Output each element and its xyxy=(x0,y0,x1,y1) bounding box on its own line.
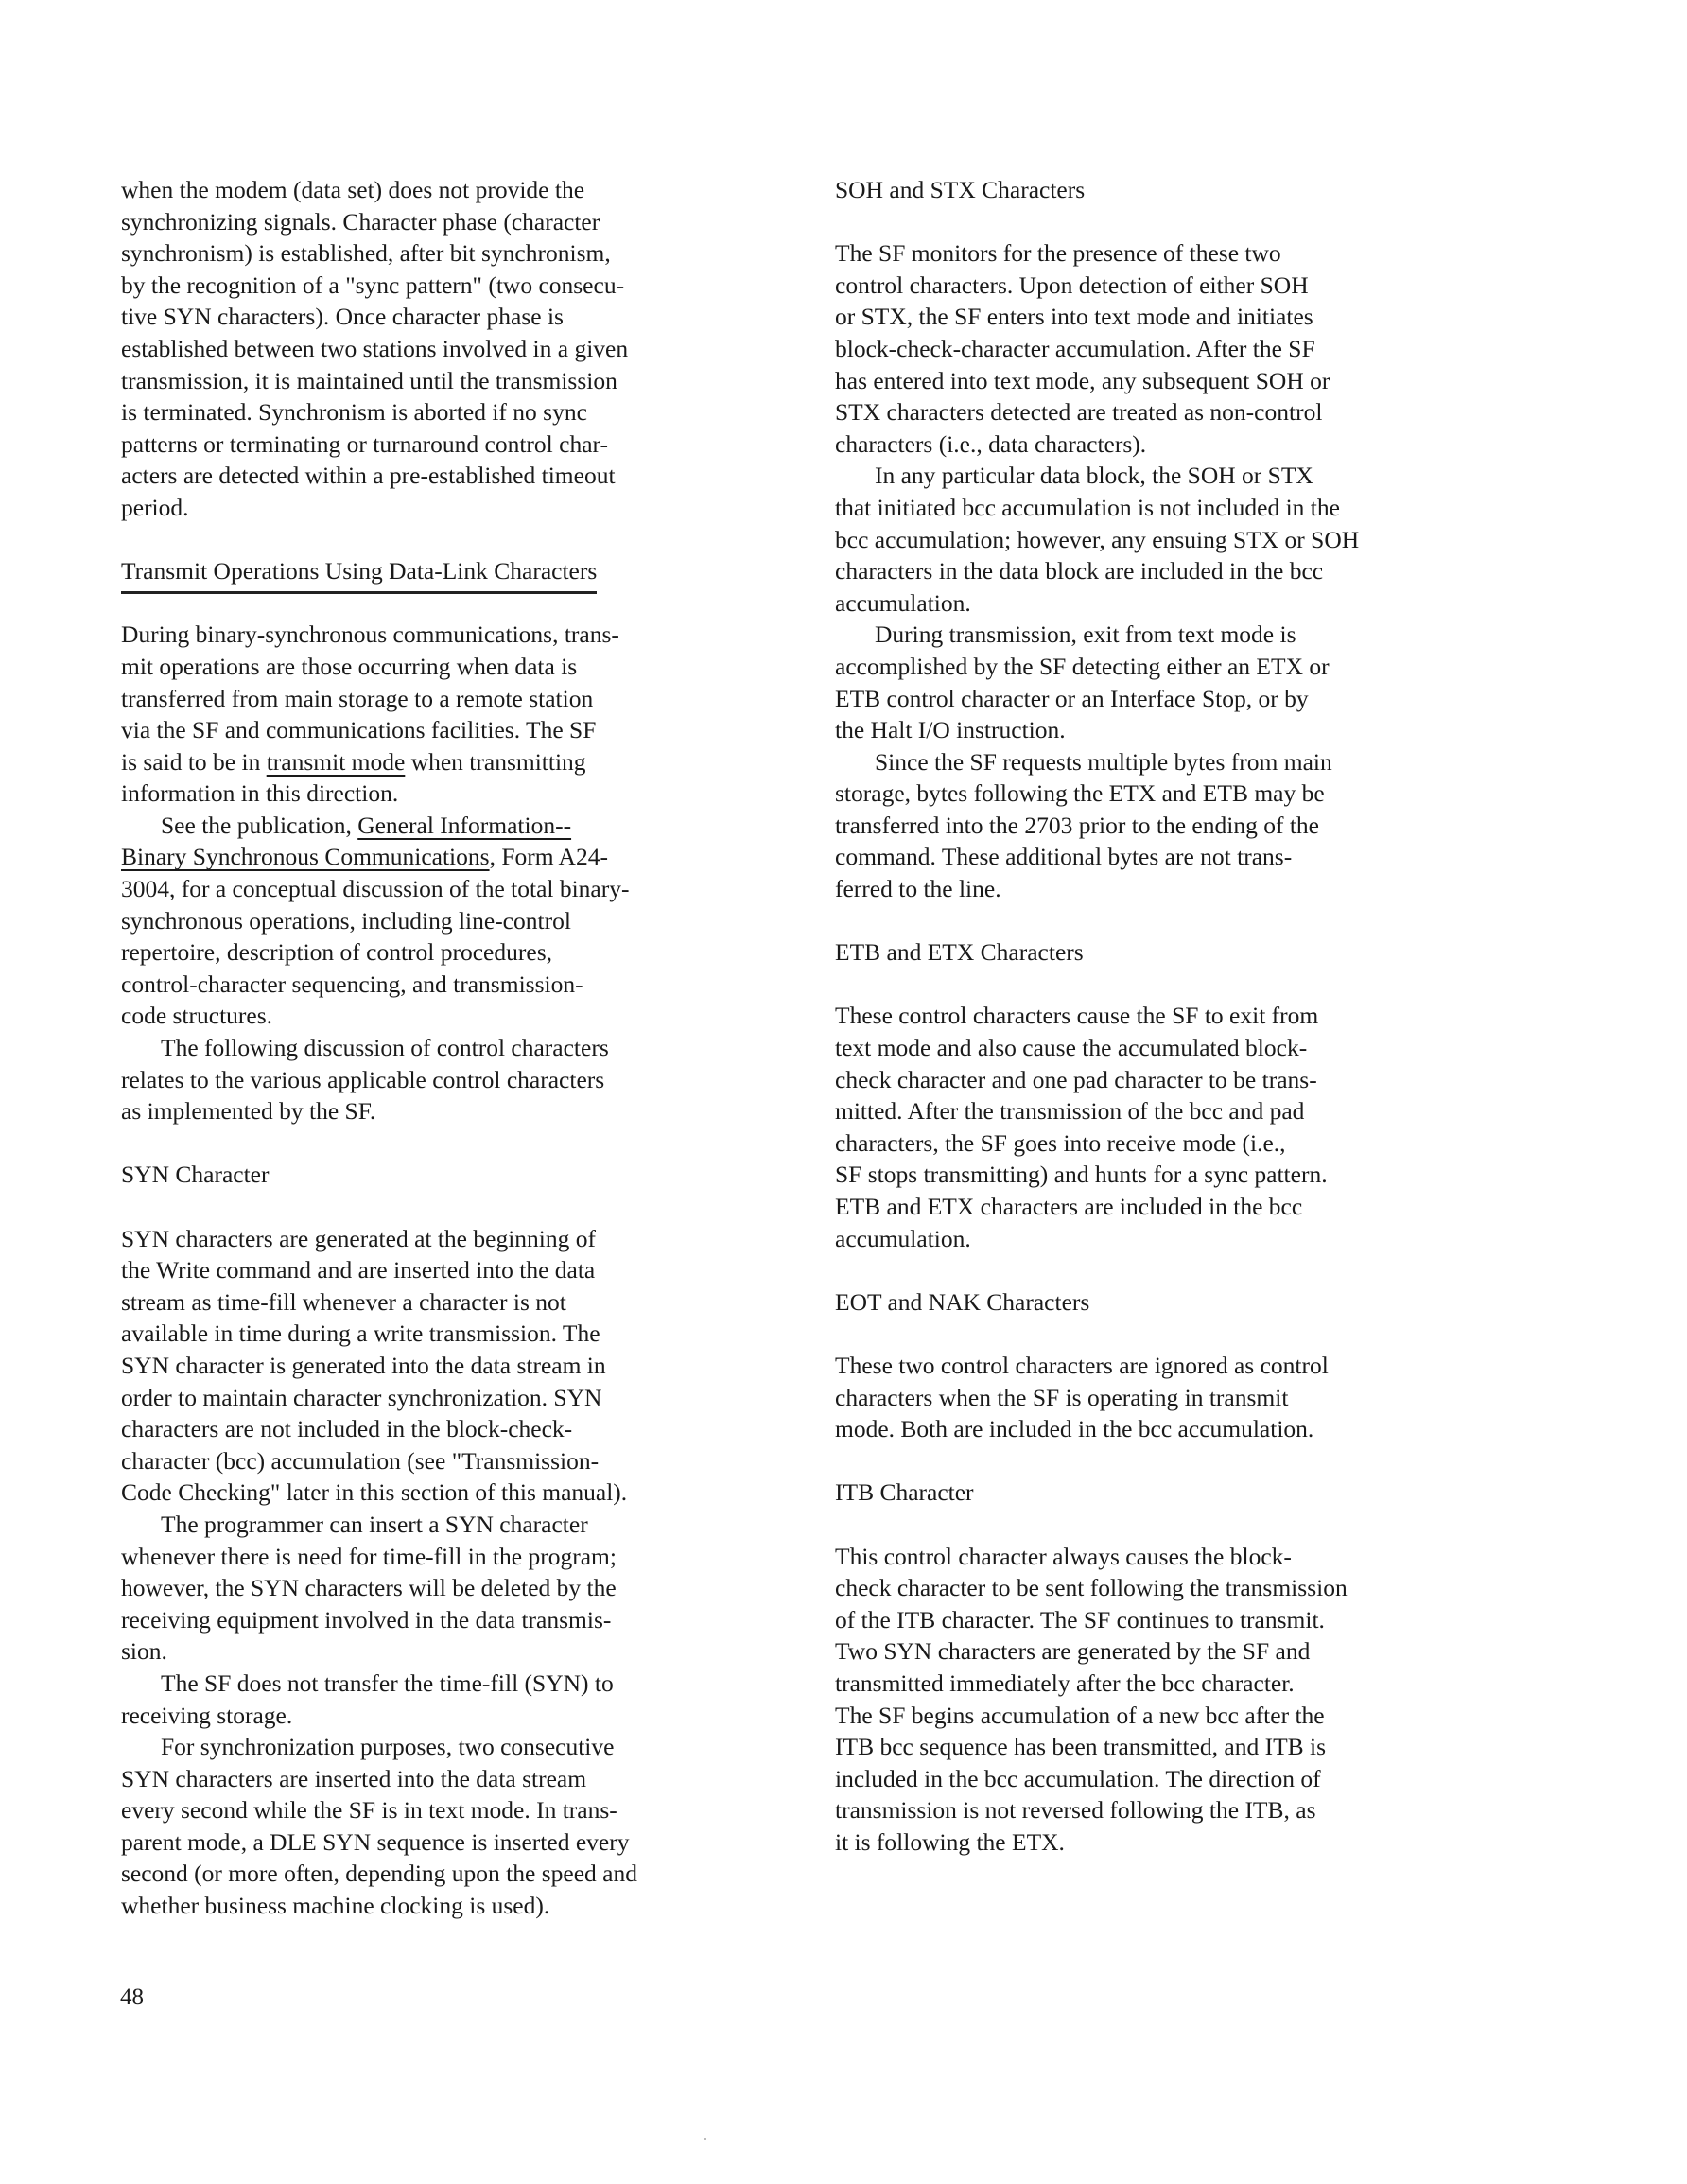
text-line: characters in the data block are included in the bcc xyxy=(835,557,1324,585)
section-heading-text: Transmit Operations Using Data-Link Characters xyxy=(121,555,597,594)
text-line: SYN characters are inserted into the data stream xyxy=(121,1764,587,1792)
text-line: parent mode, a DLE SYN sequence is inserted every xyxy=(121,1827,630,1856)
term-transmit-mode: transmit mode xyxy=(266,747,406,776)
text-line: available in time during a write transmission. The xyxy=(121,1319,600,1348)
transmit-paragraph xyxy=(121,619,783,810)
text-line: that initiated bcc accumulation is not included in the xyxy=(835,493,1340,521)
text-line: Two SYN characters are generated by the SF and xyxy=(835,1637,1311,1666)
left-column xyxy=(121,174,783,1922)
text-line: block-check-character accumulation. After the SF xyxy=(835,334,1315,362)
text-line: The SF begins accumulation of a new bcc after the xyxy=(835,1701,1325,1729)
text-line: however, the SYN characters will be deleted by the xyxy=(121,1574,617,1602)
text-line: For synchronization purposes, two consecutive xyxy=(161,1733,615,1761)
text-line: control characters. Upon detection of either SOH xyxy=(835,271,1309,299)
syn-paragraph-2 xyxy=(121,1509,783,1668)
text-line: In any particular data block, the SOH or STX xyxy=(875,462,1313,490)
text-line: receiving equipment involved in the data transmis- xyxy=(121,1605,612,1634)
text-line: During transmission, exit from text mode is xyxy=(875,620,1296,649)
text-line: established between two stations involved in a given xyxy=(121,334,629,362)
text-span: , Form A24- xyxy=(489,843,608,871)
text-line: by the recognition of a "sync pattern" (two consecu- xyxy=(121,271,625,299)
text-line: SF stops transmitting) and hunts for a sync pattern. xyxy=(835,1161,1328,1189)
text-line: check character to be sent following the transmission xyxy=(835,1574,1348,1602)
eot-paragraph xyxy=(835,1350,1516,1445)
soh-paragraph-4 xyxy=(835,746,1516,905)
text-line: the Halt I/O instruction. xyxy=(835,716,1066,744)
text-line: 3004, for a conceptual discussion of the total binary- xyxy=(121,875,630,903)
text-line: characters when the SF is operating in transmit xyxy=(835,1383,1289,1411)
text-line: code structures. xyxy=(121,1002,273,1030)
text-line: mit operations are those occurring when data is xyxy=(121,652,578,680)
text-line: ferred to the line. xyxy=(835,875,1001,903)
text-line: every second while the SF is in text mode. In trans- xyxy=(121,1796,617,1825)
text-line: characters, the SF goes into receive mode (i.e., xyxy=(835,1128,1286,1157)
text-line: mitted. After the transmission of the bcc and pad xyxy=(835,1097,1305,1126)
text-line: transferred into the 2703 prior to the ending of the xyxy=(835,811,1319,839)
text-line: whether business machine clocking is used). xyxy=(121,1892,550,1920)
publication-title: General Information-- xyxy=(357,811,572,839)
text-line: mode. Both are included in the bcc accumulation. xyxy=(835,1415,1314,1443)
subheading-eot-nak: EOT and NAK Characters xyxy=(835,1287,1090,1316)
text-line: or STX, the SF enters into text mode and initiates xyxy=(835,303,1313,331)
text-line: transmitted immediately after the bcc character. xyxy=(835,1669,1295,1697)
following-paragraph xyxy=(121,1032,783,1127)
text-line: The SF does not transfer the time-fill (SYN) to xyxy=(161,1669,614,1697)
text-line: check character and one pad character to be trans- xyxy=(835,1065,1317,1093)
text-span: when transmitting xyxy=(405,747,586,776)
text-line: command. These additional bytes are not trans- xyxy=(835,843,1293,871)
text-line: character (bcc) accumulation (see "Transmission- xyxy=(121,1446,600,1475)
itb-paragraph xyxy=(835,1541,1516,1859)
text-line: included in the bcc accumulation. The direction of xyxy=(835,1764,1321,1792)
text-line: ETB and ETX characters are included in the bcc xyxy=(835,1193,1303,1220)
text-line: whenever there is need for time-fill in the program; xyxy=(121,1542,617,1570)
text-line: as implemented by the SF. xyxy=(121,1097,376,1126)
text-line: relates to the various applicable control characters xyxy=(121,1065,605,1093)
syn-paragraph-4 xyxy=(121,1731,783,1922)
text-line: synchronous operations, including line-control xyxy=(121,906,571,935)
intro-paragraph xyxy=(121,174,783,524)
text-line: Since the SF requests multiple bytes from main xyxy=(875,747,1332,776)
text-line: receiving storage. xyxy=(121,1701,293,1729)
text-line xyxy=(121,810,783,842)
subheading-etb-etx: ETB and ETX Characters xyxy=(835,938,1084,967)
text-line: is terminated. Synchronism is aborted if no sync xyxy=(121,398,587,427)
text-span: See the publication, xyxy=(161,811,358,839)
text-line: via the SF and communications facilities. The SF xyxy=(121,716,597,744)
text-line: accumulation. xyxy=(835,588,971,617)
text-line: The SF monitors for the presence of these two xyxy=(835,239,1281,268)
text-line: accomplished by the SF detecting either an ETX or xyxy=(835,652,1330,680)
text-line: it is following the ETX. xyxy=(835,1827,1065,1856)
text-line: These control characters cause the SF to exit from xyxy=(835,1002,1319,1030)
text-line xyxy=(121,746,783,778)
text-line: STX characters detected are treated as non-control xyxy=(835,398,1323,427)
text-line: characters are not included in the block-check- xyxy=(121,1415,573,1443)
text-line: order to maintain character synchronization. SYN xyxy=(121,1383,602,1411)
text-line xyxy=(121,841,783,873)
text-line: The following discussion of control characters xyxy=(161,1034,609,1062)
right-column xyxy=(835,174,1516,1858)
text-line: second (or more often, depending upon the speed and xyxy=(121,1860,637,1888)
text-line: synchronizing signals. Character phase (character xyxy=(121,207,600,236)
text-line: has entered into text mode, any subsequent SOH or xyxy=(835,366,1330,394)
text-line: These two control characters are ignored as control xyxy=(835,1351,1329,1379)
page-number: 48 xyxy=(120,1984,144,2010)
text-line: This control character always causes the block- xyxy=(835,1542,1292,1570)
subheading-syn-character: SYN Character xyxy=(121,1161,270,1189)
text-line: transferred from main storage to a remote station xyxy=(121,684,594,712)
text-line: of the ITB character. The SF continues to transmit. xyxy=(835,1605,1325,1634)
text-line: storage, bytes following the ETX and ETB may be xyxy=(835,779,1325,808)
text-line: text mode and also cause the accumulated block- xyxy=(835,1034,1308,1062)
scan-speck xyxy=(704,2138,706,2140)
text-line: stream as time-fill whenever a character is not xyxy=(121,1287,566,1316)
text-line: SYN character is generated into the data stream in xyxy=(121,1351,606,1379)
text-line: The programmer can insert a SYN character xyxy=(161,1510,588,1538)
syn-paragraph-1 xyxy=(121,1223,783,1509)
text-line: During binary-synchronous communications, trans- xyxy=(121,620,619,649)
syn-paragraph-3 xyxy=(121,1668,783,1731)
text-line: synchronism) is established, after bit synchronism, xyxy=(121,239,611,268)
soh-paragraph-3 xyxy=(835,619,1516,745)
text-line: SYN characters are generated at the beginning of xyxy=(121,1224,596,1252)
section-heading-transmit-operations xyxy=(121,555,783,587)
text-span: is said to be in xyxy=(121,747,267,776)
text-line: when the modem (data set) does not provide the xyxy=(121,176,585,203)
subheading-itb-character: ITB Character xyxy=(835,1478,974,1507)
text-line: information in this direction. xyxy=(121,779,399,808)
text-line: sion. xyxy=(121,1637,167,1666)
text-line: Code Checking" later in this section of this manual). xyxy=(121,1478,628,1507)
publication-paragraph xyxy=(121,810,783,1032)
text-line: repertoire, description of control procedures, xyxy=(121,938,552,967)
soh-paragraph-1 xyxy=(835,237,1516,460)
text-line: characters (i.e., data characters). xyxy=(835,429,1147,458)
text-line: tive SYN characters). Once character phase is xyxy=(121,303,564,331)
text-line: transmission, it is maintained until the transmission xyxy=(121,366,617,394)
etb-paragraph xyxy=(835,1000,1516,1254)
soh-paragraph-2 xyxy=(835,460,1516,619)
text-line: period. xyxy=(121,493,189,521)
text-line: ETB control character or an Interface Stop, or by xyxy=(835,684,1309,712)
text-line: control-character sequencing, and transmission- xyxy=(121,970,583,998)
text-line: patterns or terminating or turnaround control char- xyxy=(121,429,608,458)
subheading-soh-stx: SOH and STX Characters xyxy=(835,176,1086,203)
publication-title: Binary Synchronous Communications xyxy=(121,843,490,871)
text-line: bcc accumulation; however, any ensuing STX or SOH xyxy=(835,525,1360,553)
text-line: transmission is not reversed following the ITB, as xyxy=(835,1796,1316,1825)
text-line: the Write command and are inserted into the data xyxy=(121,1256,596,1284)
text-line: ITB bcc sequence has been transmitted, and ITB is xyxy=(835,1733,1327,1761)
text-line: accumulation. xyxy=(835,1224,971,1252)
text-line: acters are detected within a pre-established timeout xyxy=(121,462,616,490)
